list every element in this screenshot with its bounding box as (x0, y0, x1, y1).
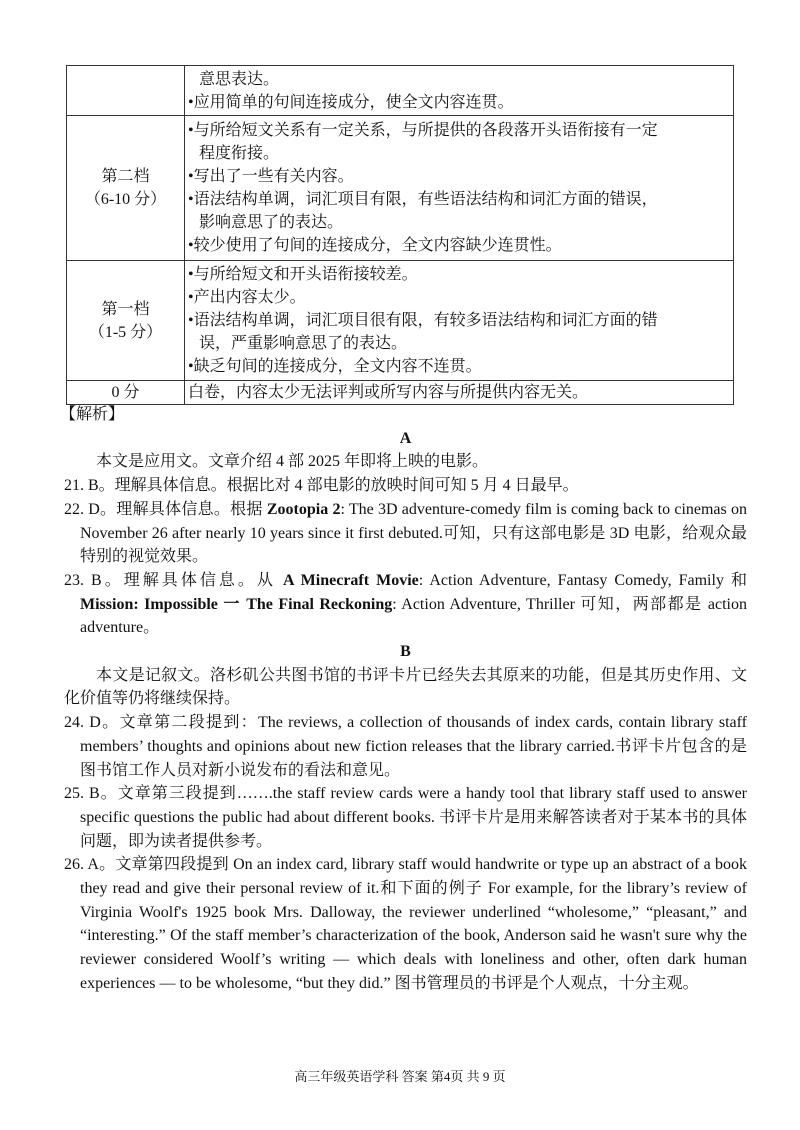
criteria-cell (185, 381, 734, 405)
rubric-row (67, 116, 734, 261)
page-footer: 高三年级英语学科 答案 第4页 共 9 页 (294, 1069, 506, 1084)
band-label: 第二档 (101, 168, 150, 185)
answer-text: : The 3D adventure-comedy film is coming back to cinemas on November 26 after nearly 10 years since it first debuted.可知，只有这部电影是 3D 电影，给观众最特别的视觉效果。 (80, 500, 748, 566)
criteria-line: •与所给短文关系有一定关系，与所提供的各段落开头语衔接有一定 (188, 122, 658, 139)
criteria-line: 影响意思了的表达。 (199, 214, 344, 231)
criteria-line: •语法结构单调，词汇项目有限，有些语法结构和词汇方面的错误， (188, 191, 658, 208)
section-b-answers (64, 711, 747, 995)
answer-item (64, 782, 747, 853)
criteria-line: •较少使用了句间的连接成分，全文内容缺少连贯性。 (188, 237, 562, 254)
section-a-label: A (399, 429, 412, 447)
band-label: 第一档 (101, 300, 150, 318)
answer-item (64, 474, 747, 498)
section-b-label: B (400, 643, 411, 661)
criteria-line: 白卷，内容太少无法评判或所写内容与所提供内容无关。 (188, 384, 589, 401)
answer-text: : Action Adventure, Thriller 可知，两部都是 action adventure。 (80, 595, 747, 637)
answer-text: 22. D。理解具体信息。根据 (64, 500, 267, 518)
section-a-intro: 本文是应用文。文章介绍 4 部 2025 年即将上映的电影。 (96, 453, 489, 471)
section-a-answers (64, 474, 747, 640)
criteria-cell (185, 66, 734, 116)
answer-item (64, 569, 747, 640)
band-label: 0 分 (111, 384, 140, 401)
band-cell (67, 381, 185, 405)
criteria-line: •写出了一些有关内容。 (188, 168, 354, 185)
criteria-line: •缺乏句间的连接成分，全文内容不连贯。 (188, 358, 482, 375)
scoring-rubric-table (66, 65, 734, 405)
criteria-line: 误，严重影响意思了的表达。 (199, 335, 408, 352)
band-cell (67, 66, 185, 116)
band-cell (67, 116, 185, 261)
title-text: Mission: Impossible 一 The Final Reckoning (80, 595, 393, 613)
answer-text: 25. B。文章第三段提到…….the staff review cards were a handy tool that library staff used to answer specific questions the public had about different books. 书评卡片是用来解答读者对于某本书的具体问题，即为读者提供参考。 (64, 785, 747, 850)
criteria-cell (185, 116, 734, 261)
answer-text: : Action Adventure, Fantasy Comedy, Family 和 (418, 571, 747, 589)
band-cell (67, 261, 185, 381)
answer-text: 21. B。理解具体信息。根据比对 4 部电影的放映时间可知 5 月 4 日最早。 (64, 477, 579, 495)
criteria-line: 意思表达。 (199, 70, 280, 88)
answer-text: 26. A。文章第四段提到 On an index card, library staff would handwrite or type up an abstract of a book they read and give their personal review of it.和下面的例子 For example, for the library’s review of Virginia Woolf's 1925 book Mrs. Dalloway, the reviewer underlined “wholesome,” “pleasant,” and “interesting.” Of the staff member’s characterization of the book, Anderson said he wasn't sure why the reviewer considered Woolf’s writing — which deals with loneliness and other, often dark human experiences — to be wholesome, “but they did.” 图书管理员的书评是个人观点，十分主观。 (64, 856, 747, 992)
answer-item (64, 853, 747, 995)
section-b-intro: 本文是记叙文。洛杉矶公共图书馆的书评卡片已经失去其原来的功能，但是其历史作用、文化价值等仍将继续保持。 (64, 666, 747, 708)
rubric-row (67, 261, 734, 381)
rubric-row (67, 381, 734, 405)
band-score: （6-10 分） (84, 191, 167, 208)
criteria-line: 程度衔接。 (199, 145, 280, 162)
criteria-cell (185, 261, 734, 381)
criteria-line: •应用简单的句间连接成分，使全文内容连贯。 (188, 93, 514, 111)
analysis-heading: 【解析】 (60, 406, 125, 423)
title-text: Zootopia 2 (266, 500, 341, 518)
answer-item (64, 498, 747, 569)
answer-text: 23. B。理解具体信息。从 (64, 571, 283, 589)
rubric-row (67, 66, 734, 116)
title-text: A Minecraft Movie (282, 571, 419, 589)
band-score: （1-5 分） (88, 323, 163, 341)
analysis-section (60, 403, 748, 996)
answer-text: 24. D。文章第二段提到：The reviews, a collection of thousands of index cards, contain library staff members’ thoughts and opinions about new fiction releases that the library carried.书评卡片包含的是图书馆工作人员对新小说发布的看法和意见。 (64, 714, 747, 779)
criteria-line: •与所给短文和开头语衔接较差。 (188, 266, 418, 283)
criteria-line: •产出内容太少。 (188, 289, 306, 306)
criteria-line: •语法结构单调，词汇项目很有限，有较多语法结构和词汇方面的错 (188, 312, 658, 329)
answer-item (64, 711, 747, 782)
